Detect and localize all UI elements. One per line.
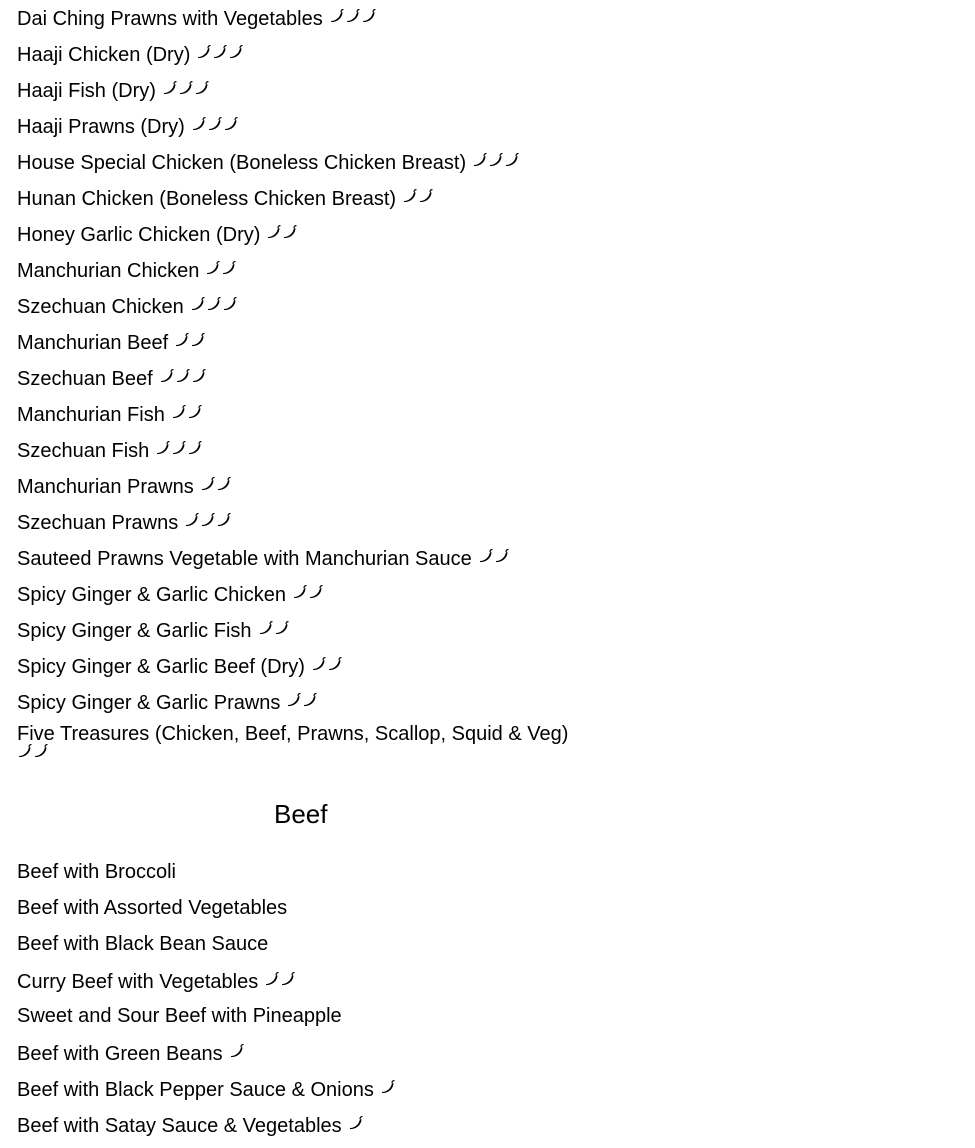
spice-level-indicator: [205, 257, 237, 281]
chili-pepper-icon: [212, 41, 227, 55]
menu-item-name: Sauteed Prawns Vegetable with Manchurian Sauce: [17, 548, 472, 570]
spice-level-indicator: [329, 5, 377, 29]
spice-level-indicator: [184, 509, 232, 533]
menu-item-name: Manchurian Chicken: [17, 260, 200, 282]
spice-level-indicator: [162, 77, 210, 101]
menu-item-name: Haaji Prawns (Dry): [17, 116, 185, 138]
chili-pepper-icon: [190, 329, 205, 343]
menu-item-name: Szechuan Fish: [17, 440, 150, 462]
chili-pepper-icon: [223, 113, 238, 127]
menu-item-name: Hunan Chicken (Boneless Chicken Breast): [17, 188, 397, 210]
chili-pepper-icon: [228, 41, 243, 55]
chili-pepper-icon: [216, 509, 231, 523]
chili-pepper-icon: [187, 437, 202, 451]
spice-level-indicator: [171, 401, 203, 425]
spice-level-indicator: [174, 329, 206, 353]
menu-item-name: Beef with Assorted Vegetables: [17, 897, 288, 919]
spice-level-indicator: [264, 968, 296, 992]
chili-pepper-icon: [155, 437, 170, 451]
spice-level-indicator: [292, 581, 324, 605]
chili-pepper-icon: [258, 617, 273, 631]
menu-item-name: Honey Garlic Chicken (Dry): [17, 224, 261, 246]
chili-pepper-icon: [302, 689, 317, 703]
chili-pepper-icon: [175, 365, 190, 379]
chili-pepper-icon: [159, 365, 174, 379]
chili-pepper-icon: [191, 365, 206, 379]
chili-pepper-icon: [162, 77, 177, 91]
spice-level-indicator: [258, 617, 290, 641]
menu-item: [17, 545, 617, 569]
spice-level-indicator: [190, 293, 238, 317]
chili-pepper-icon: [327, 653, 342, 667]
chili-pepper-icon: [472, 149, 487, 163]
menu-item: [17, 293, 617, 317]
menu-item: [17, 689, 617, 713]
chili-pepper-icon: [221, 257, 236, 271]
menu-item-name: Beef with Black Pepper Sauce & Onions: [17, 1079, 374, 1101]
spice-level-indicator: [196, 41, 244, 65]
chili-pepper-icon: [184, 509, 199, 523]
menu-item-name: Szechuan Prawns: [17, 512, 179, 534]
menu-item: [17, 896, 617, 920]
menu-item-name: House Special Chicken (Boneless Chicken Breast): [17, 152, 467, 174]
menu-item-name: Szechuan Beef: [17, 368, 153, 390]
chili-pepper-icon: [187, 401, 202, 415]
menu-item: [17, 581, 617, 605]
spice-level-indicator: [402, 185, 434, 209]
chili-pepper-icon: [206, 293, 221, 307]
chili-pepper-icon: [191, 113, 206, 127]
beef-dishes-list: [17, 860, 617, 1148]
spice-level-indicator: [155, 437, 203, 461]
menu-item: [17, 365, 617, 389]
chili-pepper-icon: [229, 1040, 244, 1054]
chili-pepper-icon: [264, 968, 279, 982]
chili-pepper-icon: [190, 293, 205, 307]
chili-pepper-icon: [494, 545, 509, 559]
menu-item: [17, 5, 617, 29]
chili-pepper-icon: [311, 653, 326, 667]
menu-item: [17, 329, 617, 353]
menu-item: [17, 617, 617, 641]
menu-item-name: Manchurian Beef: [17, 332, 169, 354]
chili-pepper-icon: [345, 5, 360, 19]
menu-item-name: Five Treasures (Chicken, Beef, Prawns, Scallop, Squid & Veg): [17, 723, 569, 745]
menu-item: [17, 860, 617, 884]
chili-pepper-icon: [200, 509, 215, 523]
chili-pepper-icon: [205, 257, 220, 271]
chili-pepper-icon: [402, 185, 417, 199]
spice-level-indicator: [200, 473, 232, 497]
menu-item: [17, 473, 617, 497]
menu-item-name: Spicy Ginger & Garlic Beef (Dry): [17, 656, 305, 678]
menu-item-name: Sweet and Sour Beef with Pineapple: [17, 1005, 342, 1027]
spicy-dishes-list: [17, 5, 617, 761]
menu-item: [17, 932, 617, 956]
menu-item: [17, 725, 577, 761]
chili-pepper-icon: [286, 689, 301, 703]
spice-level-indicator: [266, 221, 298, 245]
chili-pepper-icon: [329, 5, 344, 19]
chili-pepper-icon: [196, 41, 211, 55]
chili-pepper-icon: [216, 473, 231, 487]
spice-level-indicator: [229, 1040, 245, 1064]
chili-pepper-icon: [418, 185, 433, 199]
menu-item: [17, 41, 617, 65]
chili-pepper-icon: [504, 149, 519, 163]
menu-item-name: Beef with Green Beans: [17, 1043, 223, 1065]
chili-pepper-icon: [361, 5, 376, 19]
menu-item-name: Manchurian Prawns: [17, 476, 194, 498]
spice-level-indicator: [286, 689, 318, 713]
menu-item: [17, 1040, 617, 1064]
menu-item-name: Dai Ching Prawns with Vegetables: [17, 8, 323, 30]
chili-pepper-icon: [478, 545, 493, 559]
menu-item: [17, 77, 617, 101]
menu-item-name: Spicy Ginger & Garlic Chicken: [17, 584, 286, 606]
menu-item-name: Beef with Black Bean Sauce: [17, 933, 269, 955]
menu-item-name: Beef with Satay Sauce & Vegetables: [17, 1115, 342, 1137]
chili-pepper-icon: [171, 401, 186, 415]
chili-pepper-icon: [282, 221, 297, 235]
chili-pepper-icon: [488, 149, 503, 163]
menu-item: [17, 221, 617, 245]
menu-item: [17, 1112, 617, 1136]
menu-item: [17, 113, 617, 137]
chili-pepper-icon: [380, 1076, 395, 1090]
chili-pepper-icon: [292, 581, 307, 595]
spice-level-indicator: [380, 1076, 396, 1100]
chili-pepper-icon: [194, 77, 209, 91]
spice-level-indicator: [478, 545, 510, 569]
chili-pepper-icon: [33, 743, 48, 757]
menu-item-name: Szechuan Chicken: [17, 296, 184, 318]
chili-pepper-icon: [17, 743, 32, 757]
chili-pepper-icon: [200, 473, 215, 487]
menu-item: [17, 185, 617, 209]
menu-item: [17, 968, 617, 992]
menu-item: [17, 437, 617, 461]
chili-pepper-icon: [178, 77, 193, 91]
chili-pepper-icon: [280, 968, 295, 982]
menu-item: [17, 1004, 617, 1028]
spice-level-indicator: [159, 365, 207, 389]
spice-level-indicator: [191, 113, 239, 137]
menu-item-name: Spicy Ginger & Garlic Prawns: [17, 692, 281, 714]
chili-pepper-icon: [222, 293, 237, 307]
spice-level-indicator: [348, 1112, 364, 1136]
spice-level-indicator: [311, 653, 343, 677]
menu-item-name: Spicy Ginger & Garlic Fish: [17, 620, 252, 642]
chili-pepper-icon: [171, 437, 186, 451]
menu-item: [17, 1076, 617, 1100]
menu-item: [17, 149, 617, 173]
chili-pepper-icon: [207, 113, 222, 127]
chili-pepper-icon: [308, 581, 323, 595]
menu-item-name: Haaji Fish (Dry): [17, 80, 156, 102]
chili-pepper-icon: [174, 329, 189, 343]
menu-item: [17, 257, 617, 281]
section-title-beef: Beef: [274, 799, 328, 829]
menu-item-name: Beef with Broccoli: [17, 861, 176, 883]
menu-item-name: Haaji Chicken (Dry): [17, 44, 191, 66]
spice-level-indicator: [472, 149, 520, 173]
menu-item-name: Curry Beef with Vegetables: [17, 971, 259, 993]
menu-item: [17, 653, 617, 677]
spice-level-indicator: [17, 743, 49, 761]
menu-item: [17, 509, 617, 533]
menu-item: [17, 401, 617, 425]
menu-item-name: Manchurian Fish: [17, 404, 165, 426]
chili-pepper-icon: [266, 221, 281, 235]
chili-pepper-icon: [274, 617, 289, 631]
